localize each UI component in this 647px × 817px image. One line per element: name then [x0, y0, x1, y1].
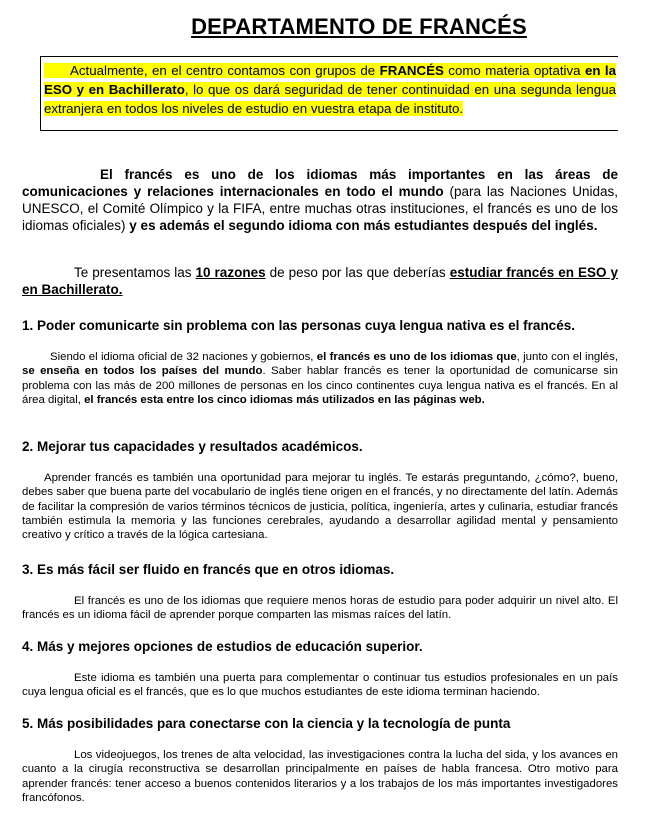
- section-5-heading: 5. Más posibilidades para conectarse con la ciencia y la tecnología de punta: [22, 716, 511, 731]
- intro-bold-eso: en la ESO y en Bachillerato: [44, 63, 617, 97]
- section-2-body: Aprender francés es también una oportunidad para mejorar tu inglés. Te estarás preguntando, ¿cómo?, bueno, debes saber que buena parte del vocabulario de inglés tiene origen en el francés, y no directamente del latín. Además de facilitar la compresión de varios términos técnicos de justicia, política, ingeniería, artes y culinaria, estudiar francés también estimula la memoria y las funciones cerebrales, ayudando a desarrollar agilidad mental y pensamiento creativo y crítico a través de la lógica cartesiana.: [22, 472, 618, 542]
- section-1-heading: 1. Poder comunicarte sin problema con las personas cuya lengua nativa es el francés.: [22, 318, 575, 333]
- paragraph-reasons-intro: Te presentamos las 10 razones de peso por las que deberías estudiar francés en ESO y en Bachillerato.: [22, 265, 618, 297]
- page-title: DEPARTAMENTO DE FRANCÉS: [191, 14, 527, 39]
- intro-highlight: Actualmente, en el centro contamos con grupos de FRANCÉS como materia optativa en la ESO y en Bachillerato, lo que os dará seguridad de tener continuidad en una segunda lengua extranjera en todos los niveles de estudio en vuestra etapa de instituto.: [44, 63, 617, 116]
- study-french-link-text: estudiar francés en ESO y en Bachillerato.: [22, 265, 618, 297]
- section-4-body: Este idioma es también una puerta para complementar o continuar tus estudios profesionales en un país cuya lengua oficial es el francés, que es lo que muchos estudiantes de este idioma terminan haciendo.: [22, 672, 618, 699]
- section-2-heading: 2. Mejorar tus capacidades y resultados académicos.: [22, 439, 363, 454]
- section-3-heading: 3. Es más fácil ser fluido en francés que en otros idiomas.: [22, 562, 395, 577]
- intro-bold-frances: FRANCÉS: [379, 63, 444, 78]
- section-4-heading: 4. Más y mejores opciones de estudios de educación superior.: [22, 639, 423, 654]
- section-5-body: Los videojuegos, los trenes de alta velocidad, las investigaciones contra la lucha del sida, y los avances en cuanto a la cirugía reconstructiva se desarrollan principalmente en países de habla francesa. Otro motivo para aprender francés: tener acceso a buenos contenidos literarios y a los trabajos de los más importantes investigadores francófonos.: [22, 749, 618, 804]
- ten-reasons: 10 razones: [195, 265, 266, 280]
- section-1-body: Siendo el idioma oficial de 32 naciones y gobiernos, el francés es uno de los idiomas que, junto con el inglés, se enseña en todos los países del mundo. Saber hablar francés es tener la oportunidad de comunicarse sin problema con las más de 200 millones de personas en los cinco continentes cuya lengua nativa es el francés. En al área digital, el francés esta entre los cinco idiomas más utilizados en las páginas web.: [22, 351, 618, 406]
- section-3-body: El francés es uno de los idiomas que requiere menos horas de estudio para poder adquirir un nivel alto. El francés es un idioma fácil de aprender porque comparten las mismas raíces del latín.: [22, 595, 618, 622]
- paragraph-importance: El francés es uno de los idiomas más importantes en las áreas de comunicaciones y relaciones internacionales en todo el mundo (para las Naciones Unidas, UNESCO, el Comité Olímpico y la FIFA, entre muchas otras instituciones, el francés es uno de los idiomas oficiales) y es además el segundo idioma con más estudiantes después del inglés.: [22, 167, 618, 233]
- intro-paragraph: [44, 61, 616, 118]
